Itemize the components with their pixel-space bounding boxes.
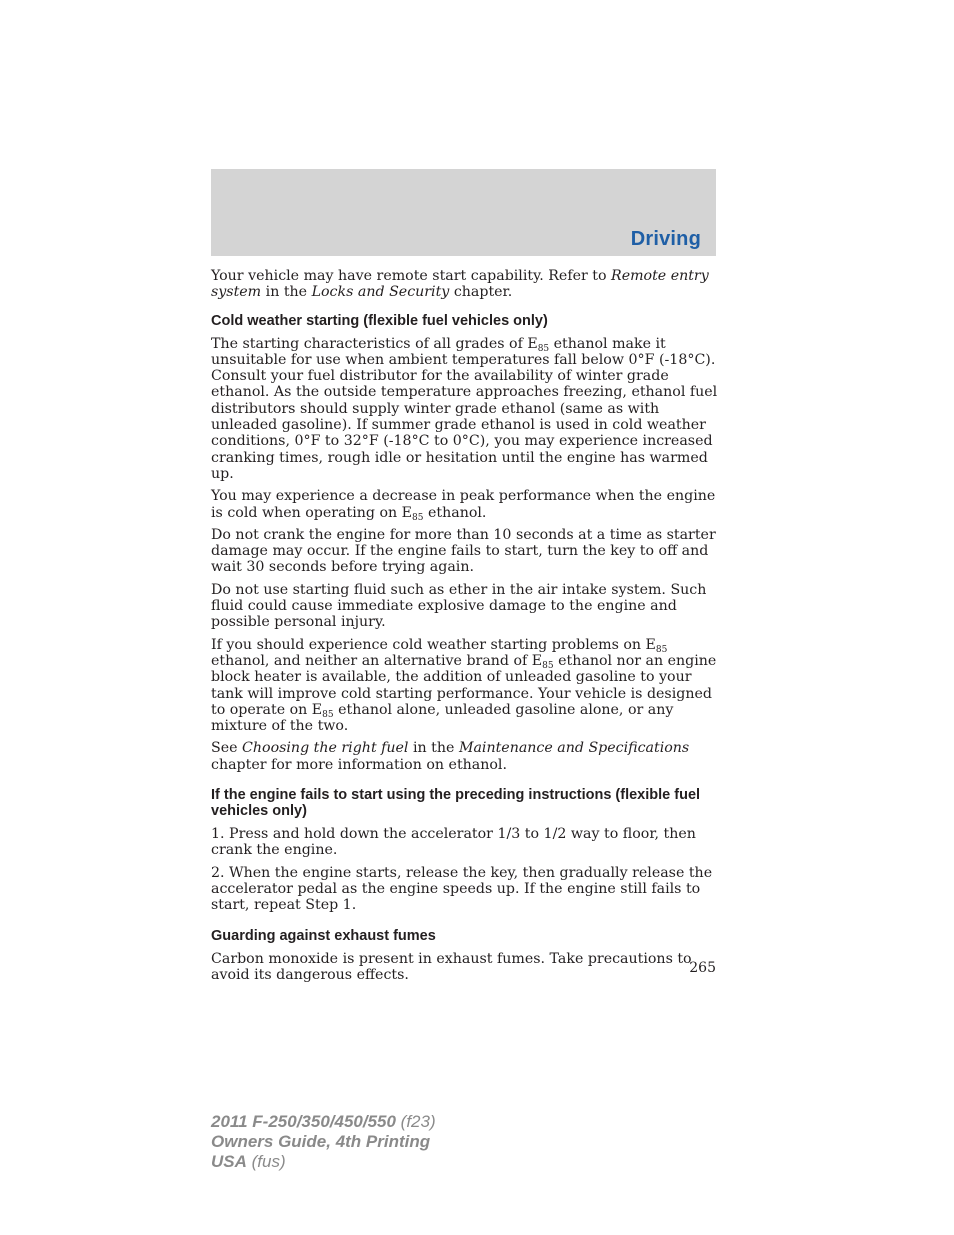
document-footer — [211, 1112, 436, 1172]
maintenance-specs-reference: Maintenance and Specifications — [458, 740, 690, 757]
cold-weather-paragraph-4: Do not use starting fluid such as ether in the air intake system. Such fluid could cause immediate explosive damage to the engine and possible personal injury. — [211, 581, 707, 631]
section-title: Driving — [630, 228, 701, 250]
cold-weather-paragraph-1: The starting characteristics of all grades of $E_{85}$ ethanol make it unsuitable for use when ambient temperatures fall below 0°F (-18°C). Consult your fuel distributor for the availability of winter grade ethanol. As the outside temperature approaches freezing, ethanol fuel distributors should supply winter grade ethanol (same as with unleaded gasoline). If summer grade ethanol is used in cold weather conditions, 0°F to 32°F (-18°C to 0°C), you may experience increased cranking times, rough idle or hesitation until the engine has warmed up. — [211, 335, 718, 482]
cold-weather-paragraph-6: See Choosing the right fuel in the Maintenance and Specifications chapter for more information on ethanol. — [211, 740, 690, 773]
cold-weather-paragraph-2: You may experience a decrease in peak performance when the engine is cold when operating on $E_{85}$ ethanol. — [211, 488, 716, 523]
footer-guide-line: Owners Guide, 4th Printing — [211, 1132, 431, 1151]
cold-weather-heading: Cold weather starting (flexible fuel vehicles only) — [211, 312, 548, 329]
footer-region-line: USA (fus) — [211, 1152, 286, 1171]
intro-paragraph: Your vehicle may have remote start capability. Refer to Remote entry system in the Locks and Security chapter. — [211, 268, 709, 301]
choosing-fuel-reference: Choosing the right fuel — [242, 740, 409, 757]
cold-weather-paragraph-5: If you should experience cold weather starting problems on $E_{85}$ ethanol, and neither an alternative brand of $E_{85}$ ethanol nor an engine block heater is available, the addition of unleaded gasoline to your tank will improve cold starting performance. Your vehicle is designed to operate on $E_{85}$ ethanol alone, unleaded gasoline alone, or any mixture of the two. — [211, 636, 717, 735]
remote-entry-reference: Remote entry system — [211, 268, 709, 301]
page-content — [211, 268, 719, 989]
exhaust-fumes-heading: Guarding against exhaust fumes — [211, 927, 436, 944]
step-1: 1. Press and hold down the accelerator 1/3 to 1/2 way to floor, then crank the engine. — [211, 826, 696, 859]
footer-model-line: 2011 F-250/350/450/550 (f23) — [211, 1112, 436, 1131]
fails-to-start-heading: If the engine fails to start using the preceding instructions (flexible fuel vehicles only) — [211, 787, 701, 820]
step-2: 2. When the engine starts, release the key, then gradually release the accelerator pedal as the engine speeds up. If the engine still fails to start, repeat Step 1. — [211, 864, 713, 914]
locks-security-reference: Locks and Security — [311, 284, 450, 301]
page-number: 265 — [689, 960, 716, 976]
exhaust-paragraph: Carbon monoxide is present in exhaust fumes. Take precautions to avoid its dangerous effects. — [211, 950, 692, 983]
section-header-band — [211, 169, 716, 256]
cold-weather-paragraph-3: Do not crank the engine for more than 10 seconds at a time as starter damage may occur. If the engine fails to start, turn the key to off and wait 30 seconds before trying again. — [211, 526, 716, 576]
